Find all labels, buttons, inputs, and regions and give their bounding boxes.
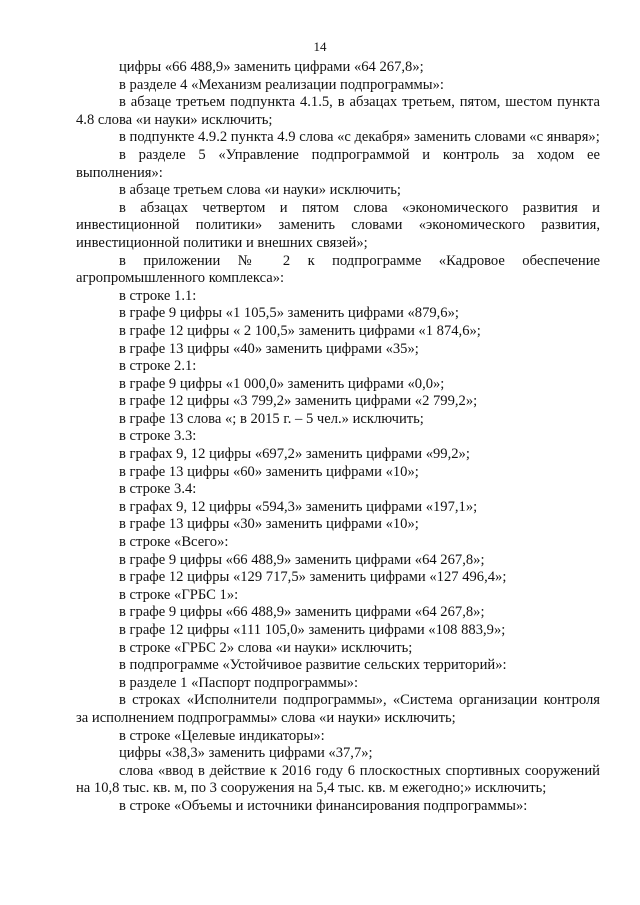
paragraph: в строке «Всего»: (119, 534, 229, 551)
paragraph: в подпункте 4.9.2 пункта 4.9 слова «с декабря» заменить словами «с января»; (119, 129, 600, 146)
paragraph: в строке «Объемы и источники финансирования подпрограммы»: (119, 797, 528, 814)
paragraph: в строке «Целевые индикаторы»: (119, 727, 325, 744)
paragraph: в графе 13 цифры «40» заменить цифрами «35»; (119, 340, 419, 357)
paragraph: в строке 3.4: (119, 481, 197, 498)
paragraph: в графе 12 цифры «3 799,2» заменить цифрами «2 799,2»; (119, 393, 478, 410)
document-body (76, 59, 600, 816)
paragraph: в графе 12 цифры «129 717,5» заменить цифрами «127 496,4»; (119, 569, 507, 586)
paragraph: в строке «ГРБС 1»: (119, 586, 239, 603)
paragraph: в разделе 4 «Механизм реализации подпрограммы»: (119, 76, 444, 93)
paragraph: в графе 13 цифры «60» заменить цифрами «10»; (119, 463, 419, 480)
paragraph: в разделе 1 «Паспорт подпрограммы»: (119, 674, 359, 691)
paragraph: в графе 12 цифры « 2 100,5» заменить цифрами «1 874,6»; (119, 322, 481, 339)
paragraph: в графе 13 цифры «30» заменить цифрами «10»; (119, 516, 419, 533)
paragraph: в строке 1.1: (119, 287, 197, 304)
paragraph: в графе 12 цифры «111 105,0» заменить цифрами «108 883,9»; (119, 622, 506, 638)
paragraph: в подпрограмме «Устойчивое развитие сельских территорий»: (119, 657, 507, 674)
paragraph: в абзаце третьем подпункта 4.1.5, в абзацах третьем, пятом, шестом пункта 4.8 слова «и науки» исключить; (76, 94, 600, 128)
paragraph: цифры «66 488,9» заменить цифрами «64 267,8»; (119, 59, 424, 75)
paragraph: в строке 2.1: (119, 358, 197, 375)
paragraph: в графе 9 цифры «1 000,0» заменить цифрами «0,0»; (119, 375, 445, 392)
paragraph: в графе 13 слова «; в 2015 г. – 5 чел.» исключить; (119, 410, 424, 427)
paragraph: в графе 9 цифры «66 488,9» заменить цифрами «64 267,8»; (119, 604, 485, 621)
paragraph: в приложении № 2 к подпрограмме «Кадровое обеспечение агропромышленного комплекса»: (76, 252, 600, 287)
paragraph: в строке «ГРБС 2» слова «и науки» исключить; (119, 639, 413, 656)
paragraph: в графе 9 цифры «1 105,5» заменить цифрами «879,6»; (119, 305, 459, 322)
paragraph: в строках «Исполнители подпрограммы», «Система организации контроля за исполнением подпрограммы» слова «и науки» исключить; (76, 692, 600, 726)
page-number: 14 (313, 39, 327, 54)
paragraph: в разделе 5 «Управление подпрограммой и контроль за ходом ее выполнения»: (76, 146, 600, 181)
paragraph: в строке 3.3: (119, 428, 197, 445)
paragraph: в графах 9, 12 цифры «594,3» заменить цифрами «197,1»; (119, 498, 478, 515)
paragraph: цифры «38,3» заменить цифрами «37,7»; (119, 745, 373, 762)
paragraph: в графах 9, 12 цифры «697,2» заменить цифрами «99,2»; (119, 446, 470, 463)
paragraph: слова «ввод в действие к 2016 году 6 плоскостных спортивных сооружений на 10,8 тыс. кв. м, по 3 сооружения на 5,4 тыс. кв. м ежегодно;» исключить; (76, 762, 600, 797)
paragraph: в графе 9 цифры «66 488,9» заменить цифрами «64 267,8»; (119, 551, 485, 568)
paragraph: в абзаце третьем слова «и науки» исключить; (119, 182, 401, 199)
paragraph: в абзацах четвертом и пятом слова «экономического развития и инвестиционной политики» заменить словами «экономического развития, инвестиционной политики и внешних связей»; (76, 199, 600, 251)
